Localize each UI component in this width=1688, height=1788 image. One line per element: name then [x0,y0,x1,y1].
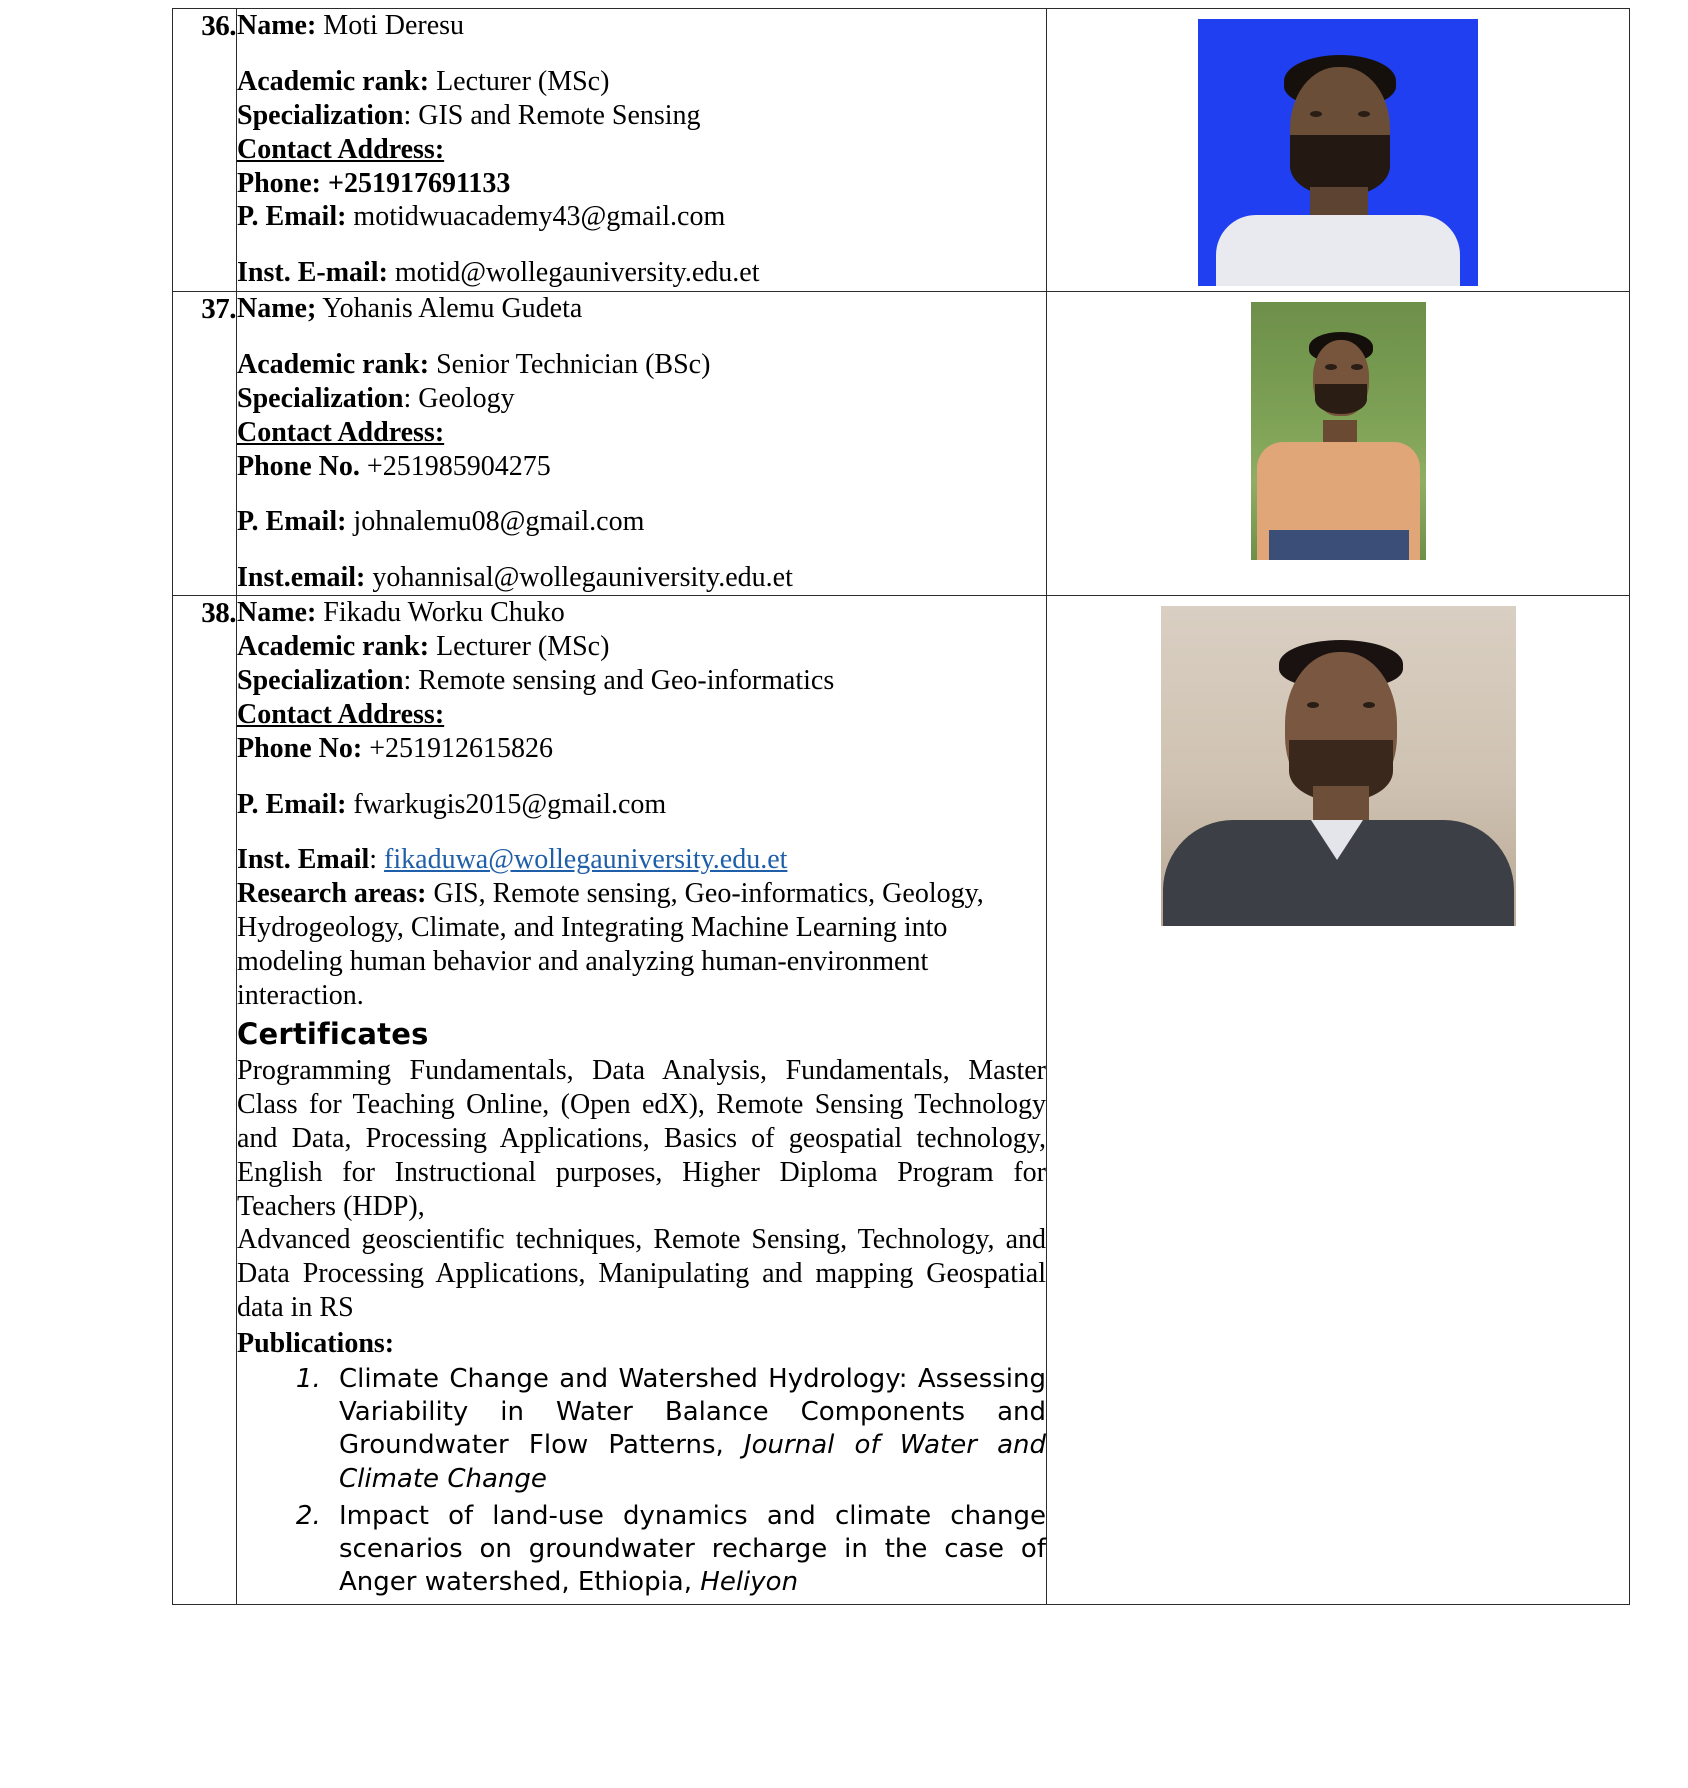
contact-address-heading [237,698,1046,732]
academic-rank-line [237,348,1046,382]
table-row [173,596,1630,1605]
eye-left [1307,702,1319,708]
name-value: Yohanis Alemu Gudeta [316,293,583,324]
academic-rank-value: Lecturer (MSc) [429,631,610,662]
eye-right [1351,364,1363,370]
certificates-heading: Certificates [237,1016,429,1051]
academic-rank-label: Academic rank: [237,65,430,97]
institutional-email-line [237,256,1046,290]
name-value: Moti Deresu [316,10,465,41]
phone-label: Phone No. [237,450,360,482]
photo-cell [1047,292,1630,596]
personal-email-line [237,788,1046,822]
institutional-email-line [237,561,1046,595]
research-areas-value: GIS, Remote sensing, Geo-informatics, Geology, Hydrogeology, Climate, and Integrating Machine Learning into modeling human behavior and analyzing human-environment interaction. [237,878,984,1011]
publication-title: Impact of land-use dynamics and climate change scenarios on groundwater recharge in the case of Anger watershed, Ethiopia, [339,1500,1046,1598]
name-line [237,9,1046,43]
table-row [173,292,1630,596]
publications-list [237,1363,1046,1600]
institutional-email-value: yohannisal@wollegauniversity.edu.et [365,562,793,594]
name-value: Fikadu Worku Chuko [316,597,565,629]
publication-journal: Heliyon [700,1567,799,1598]
certificates-body-continued: Advanced geoscientific techniques, Remote Sensing, Technology, and Data Processing Applications, Manipulating and mapping Geospatial data in RS [237,1224,1046,1324]
institutional-email-line [237,843,1046,877]
research-areas-label: Research areas: [237,878,427,910]
contact-address-label: Contact Address: [237,416,445,448]
personal-email-value: motidwuacademy43@gmail.com [346,201,726,233]
eye-right [1363,702,1375,708]
academic-rank-value: Lecturer (MSc) [429,65,610,97]
specialization-line [237,664,1046,698]
personal-email-label: P. Email: [237,201,347,233]
profile-details [237,9,1047,292]
publication-journal: Journal of Water and Climate Change [339,1430,1046,1494]
phone-value: +251985904275 [359,450,551,482]
institutional-email-label: Inst.email: [237,562,366,594]
institutional-email-separator: : [369,844,385,876]
personal-email-label: P. Email: [237,506,347,538]
eye-left [1325,364,1337,370]
portrait-fikadu-worku-chuko [1161,596,1516,926]
collar-shape [1311,820,1363,860]
photo-cell [1047,9,1630,292]
row-number: 38. [173,596,237,1605]
phone-value: +251912615826 [362,732,554,764]
profile-details [237,596,1047,1605]
eye-right [1358,111,1370,117]
table-row [173,9,1630,292]
row-number: 36. [173,9,237,292]
institutional-email-label: Inst. Email [237,844,370,876]
staff-profile-table [172,8,1630,1605]
academic-rank-label: Academic rank: [237,348,430,380]
personal-email-value: johnalemu08@gmail.com [346,506,645,538]
personal-email-line [237,505,1046,539]
specialization-value: : Geology [403,382,515,414]
academic-rank-label: Academic rank: [237,631,430,662]
specialization-label: Specialization [237,99,404,131]
specialization-value: : Remote sensing and Geo-informatics [403,664,835,696]
specialization-line [237,99,1046,133]
academic-rank-line [237,630,1046,664]
eye-left [1310,111,1322,117]
name-label: Name; [237,293,317,324]
specialization-value: : GIS and Remote Sensing [403,99,701,131]
specialization-line [237,382,1046,416]
portrait-yohanis-alemu-gudeta [1251,292,1426,560]
portrait-moti-deresu [1198,9,1478,286]
beard-shape [1315,384,1367,414]
phone-line [237,732,1046,766]
contact-address-label: Contact Address: [237,133,445,165]
list-item [329,1363,1046,1496]
name-label: Name: [237,10,317,41]
contact-address-label: Contact Address: [237,698,445,730]
certificates-body: Programming Fundamentals, Data Analysis, Fundamentals, Master Class for Teaching Online, (Open edX), Remote Sensing Technology and Data, Processing Applications, Basics of geospatial technology, English for Instructional purposes, Higher Diploma Program for Teachers (HDP), [237,1055,1046,1222]
portrait-image [1161,606,1516,926]
phone-label: Phone No: [237,732,363,764]
name-line [237,292,1046,326]
profile-details [237,292,1047,596]
publications-label: Publications: [237,1328,395,1359]
phone-label: Phone: +251917691133 [237,167,511,199]
phone-line [237,167,1046,201]
academic-rank-line [237,65,1046,99]
personal-email-line [237,200,1046,234]
personal-email-value: fwarkugis2015@gmail.com [346,788,667,820]
shirt-shape [1216,215,1460,286]
specialization-label: Specialization [237,664,404,696]
specialization-label: Specialization [237,382,404,414]
portrait-image [1251,302,1426,560]
personal-email-label: P. Email: [237,788,347,820]
name-line [237,596,1046,630]
row-number: 37. [173,292,237,596]
photo-cell [1047,596,1630,1605]
academic-rank-value: Senior Technician (BSc) [429,348,711,380]
institutional-email-value: motid@wollegauniversity.edu.et [387,257,760,289]
institutional-email-label: Inst. E-mail: [237,257,388,289]
portrait-image [1198,19,1478,286]
publication-title: Climate Change and Watershed Hydrology: Assessing Variability in Water Balance Components and Groundwater Flow Patterns, [339,1363,1046,1461]
name-label: Name: [237,597,317,629]
institutional-email-link[interactable]: fikaduwa@wollegauniversity.edu.et [384,844,788,876]
contact-address-heading [237,416,1046,450]
contact-address-heading [237,133,1046,167]
jeans-shape [1269,530,1409,560]
phone-line [237,450,1046,484]
research-areas-line [237,877,1046,1013]
list-item [329,1500,1046,1600]
